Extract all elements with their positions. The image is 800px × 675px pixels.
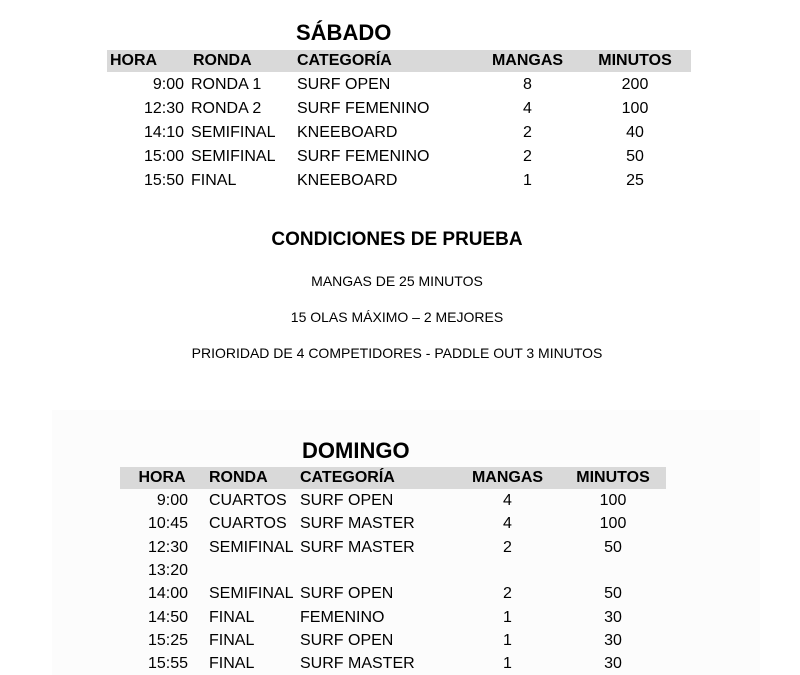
- cell-minutos: 40: [626, 124, 644, 141]
- cell-ronda: SEMIFINAL: [209, 538, 294, 556]
- cell-mangas: 4: [503, 492, 512, 509]
- cell-ronda: SEMIFINAL: [191, 148, 276, 165]
- cell-categoria: SURF FEMENINO: [297, 148, 430, 165]
- column-header-hora: HORA: [138, 469, 186, 486]
- sunday-title: DOMINGO: [302, 438, 410, 463]
- cell-hora: 15:25: [147, 631, 188, 649]
- condition-line-waves: 15 OLAS MÁXIMO – 2 MEJORES: [290, 309, 504, 325]
- cell-hora: 14:00: [147, 585, 188, 603]
- cell-hora: 9:00: [152, 76, 184, 93]
- cell-minutos: 30: [604, 655, 622, 673]
- column-header-categoria: CATEGORÍA: [297, 52, 392, 69]
- cell-ronda: FINAL: [191, 172, 237, 189]
- cell-mangas: 2: [503, 585, 512, 603]
- cell-minutos: 100: [599, 515, 627, 533]
- cell-ronda: RONDA 2: [191, 100, 262, 117]
- cell-ronda: SEMIFINAL: [209, 585, 294, 603]
- cell-hora: 10:45: [147, 515, 188, 533]
- column-header-ronda: RONDA: [193, 52, 252, 69]
- cell-minutos: 100: [599, 492, 627, 509]
- cell-mangas: 1: [503, 655, 512, 673]
- column-header-ronda: RONDA: [209, 469, 268, 486]
- cell-mangas: 1: [523, 172, 532, 189]
- cell-ronda: SEMIFINAL: [191, 124, 276, 141]
- cell-mangas: 2: [523, 124, 532, 141]
- cell-mangas: 1: [503, 608, 512, 626]
- cell-minutos: 50: [626, 148, 644, 165]
- cell-categoria: SURF MASTER: [300, 655, 415, 673]
- cell-categoria: SURF OPEN: [300, 492, 394, 509]
- cell-hora: 15:55: [147, 655, 188, 673]
- cell-mangas: 8: [523, 76, 532, 93]
- cell-mangas: 2: [503, 538, 512, 556]
- condition-line-heat-length: MANGAS DE 25 MINUTOS: [311, 273, 483, 289]
- cell-mangas: 2: [523, 148, 532, 165]
- cell-hora: 12:30: [147, 538, 188, 556]
- cell-minutos: 50: [604, 538, 622, 556]
- column-header-minutos: MINUTOS: [598, 52, 672, 69]
- cell-minutos: 30: [604, 608, 622, 626]
- cell-hora: 12:30: [143, 100, 184, 117]
- cell-minutos: 200: [621, 76, 649, 93]
- column-header-mangas: MANGAS: [491, 52, 564, 69]
- cell-mangas: 4: [503, 515, 512, 533]
- cell-minutos: 25: [626, 172, 644, 189]
- cell-ronda: FINAL: [209, 655, 255, 673]
- cell-ronda: RONDA 1: [191, 76, 262, 93]
- cell-categoria: FEMENINO: [300, 608, 385, 626]
- cell-ronda: CUARTOS: [209, 492, 287, 509]
- cell-categoria: SURF MASTER: [300, 538, 415, 556]
- column-header-minutos: MINUTOS: [576, 469, 650, 486]
- cell-ronda: FINAL: [209, 631, 255, 649]
- cell-categoria: SURF OPEN: [297, 76, 391, 93]
- cell-hora: 15:00: [143, 148, 184, 165]
- saturday-title: SÁBADO: [296, 20, 392, 45]
- cell-categoria: KNEEBOARD: [297, 172, 398, 189]
- cell-minutos: 100: [621, 100, 649, 117]
- cell-hora: 15:50: [143, 172, 184, 189]
- cell-hora: 9:00: [156, 492, 188, 509]
- cell-hora: 14:10: [143, 124, 184, 141]
- cell-hora: 13:20: [147, 561, 188, 579]
- cell-mangas: 4: [523, 100, 532, 117]
- cell-hora: 14:50: [147, 608, 188, 626]
- cell-categoria: SURF OPEN: [300, 631, 394, 649]
- column-header-categoria: CATEGORÍA: [300, 469, 395, 486]
- cell-categoria: SURF OPEN: [300, 585, 394, 603]
- cell-categoria: SURF FEMENINO: [297, 100, 430, 117]
- column-header-mangas: MANGAS: [471, 469, 544, 486]
- cell-minutos: 50: [604, 585, 622, 603]
- cell-categoria: SURF MASTER: [300, 515, 415, 533]
- cell-categoria: KNEEBOARD: [297, 124, 398, 141]
- conditions-title: CONDICIONES DE PRUEBA: [271, 229, 523, 250]
- cell-minutos: 30: [604, 631, 622, 649]
- cell-ronda: CUARTOS: [209, 515, 287, 533]
- cell-ronda: FINAL: [209, 608, 255, 626]
- condition-line-priority: PRIORIDAD DE 4 COMPETIDORES - PADDLE OUT 3 MINUTOS: [191, 345, 603, 361]
- column-header-hora: HORA: [110, 52, 158, 69]
- cell-mangas: 1: [503, 631, 512, 649]
